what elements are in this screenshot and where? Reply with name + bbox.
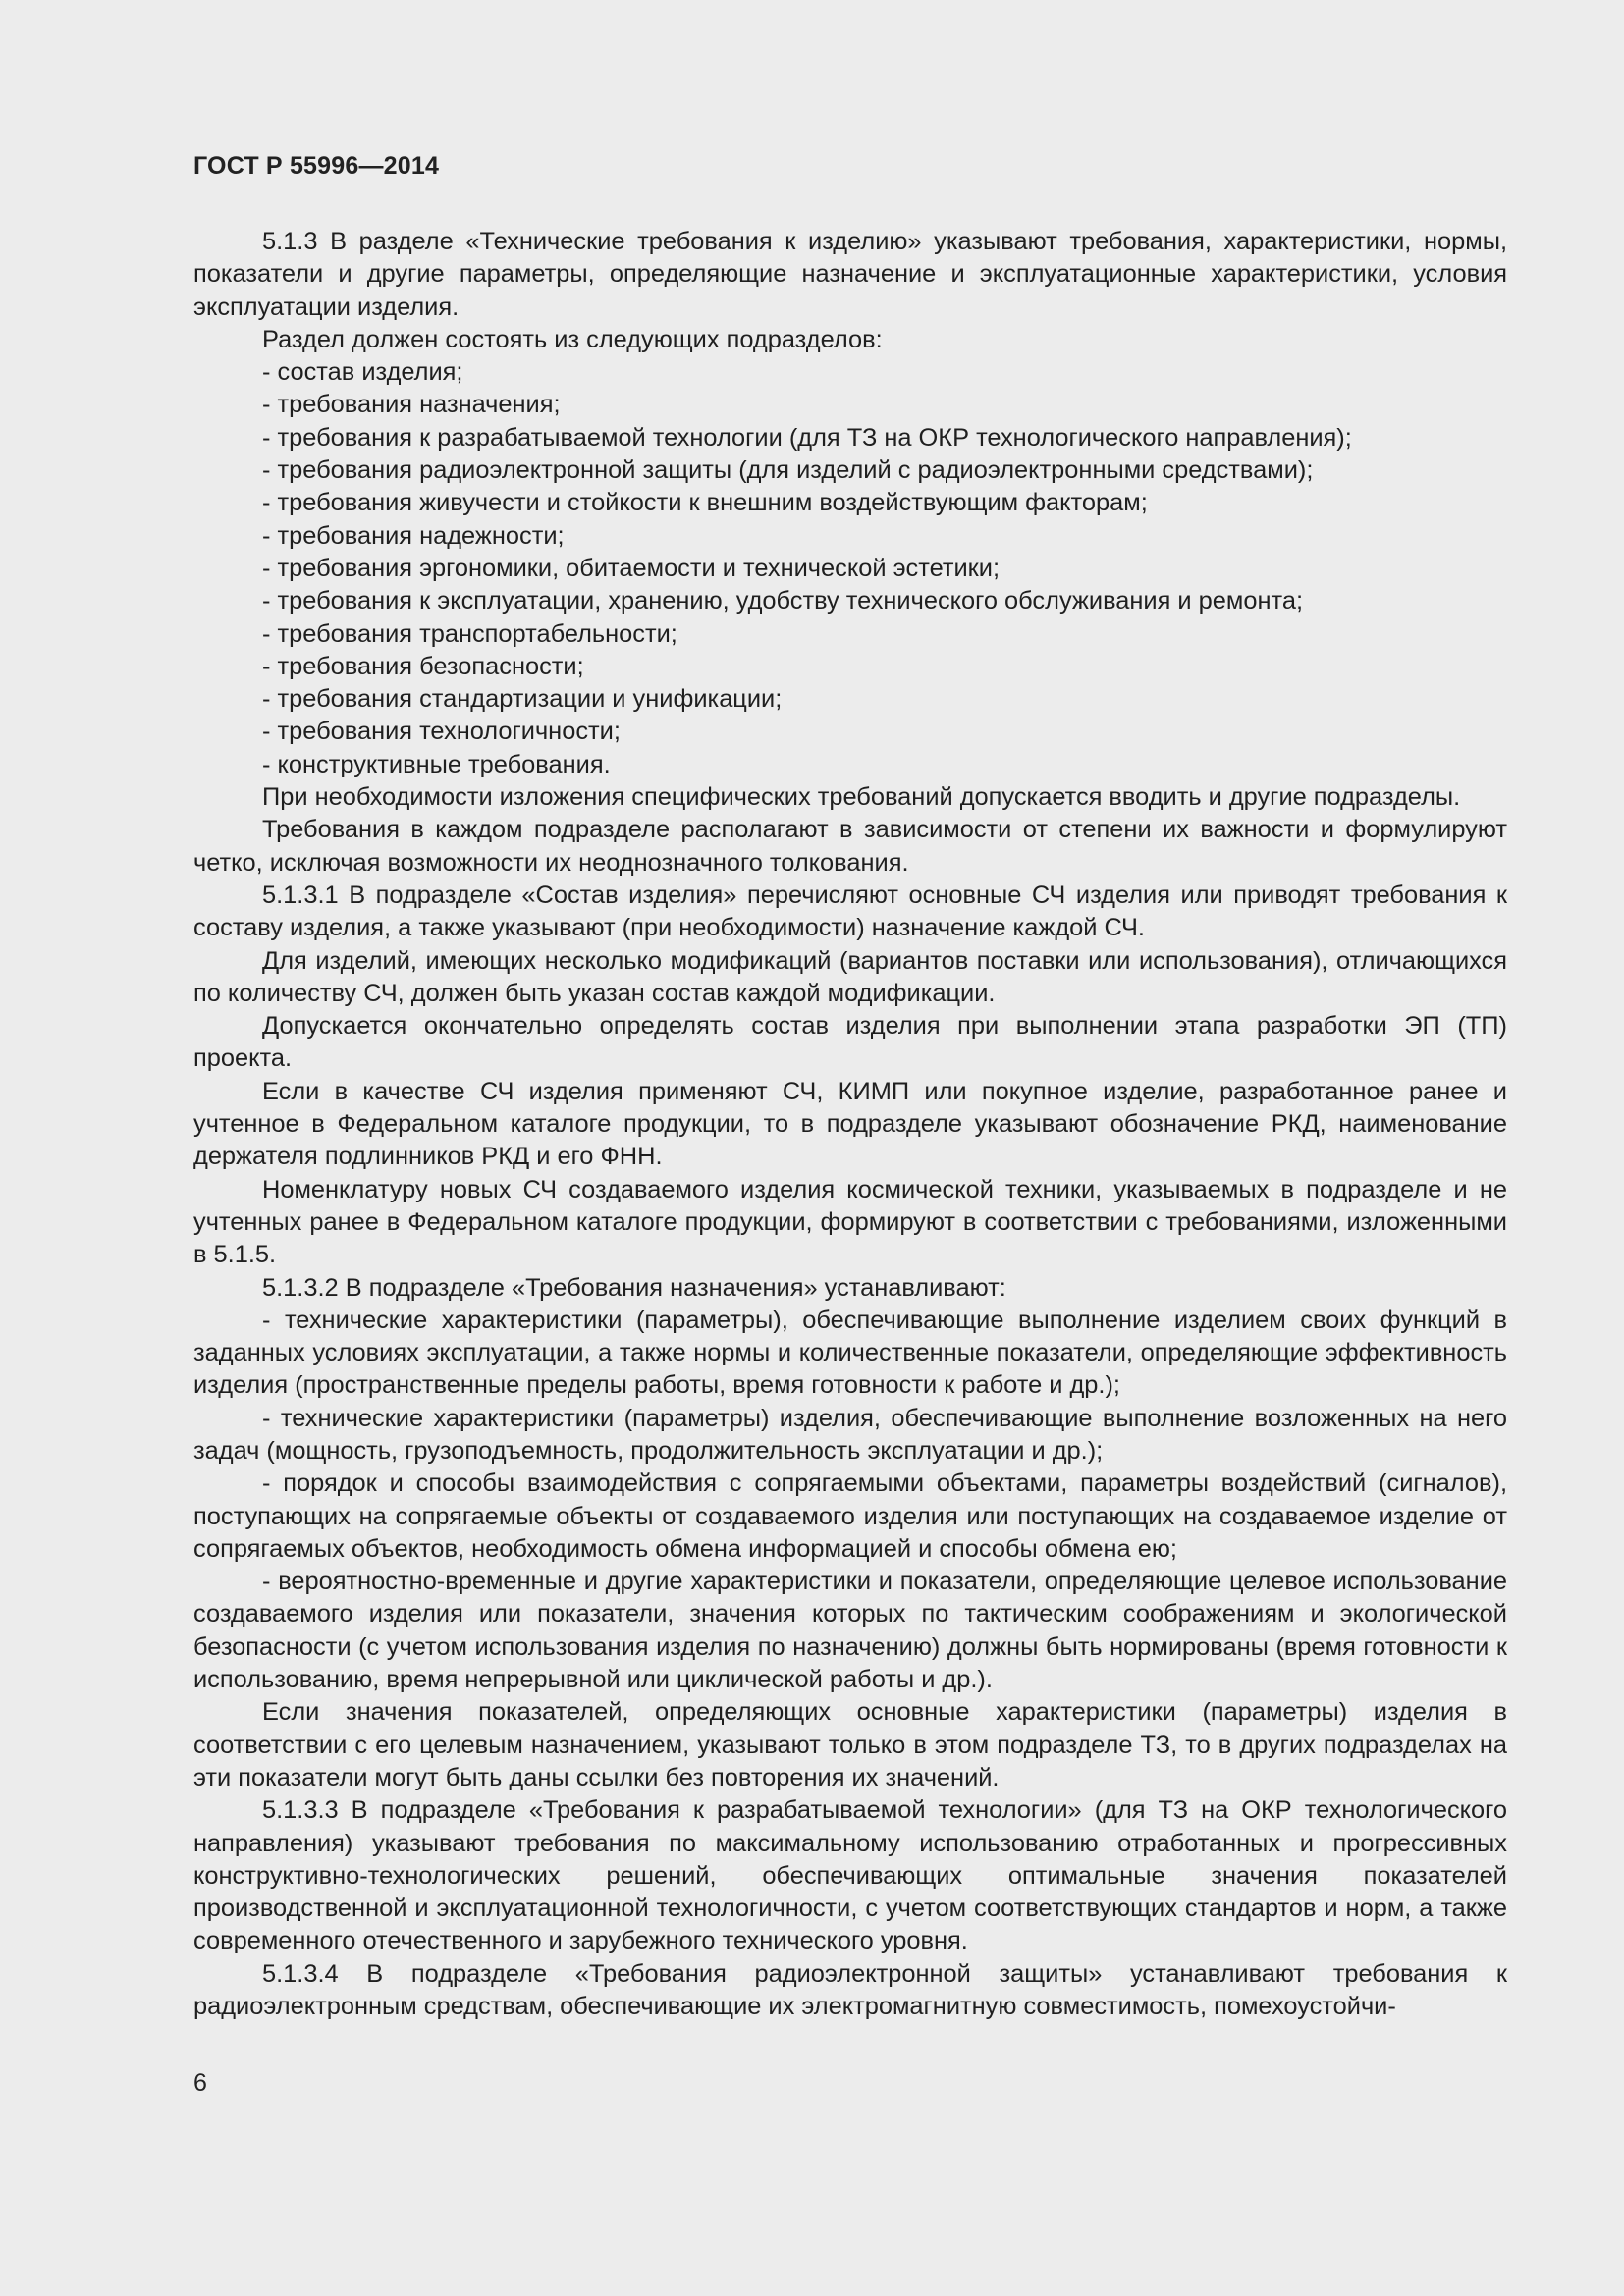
paragraph: Требования в каждом подразделе располагают в зависимости от степени их важности и формулируют четко, исключая возможности их неоднозначного толкования. <box>193 816 1507 877</box>
list-item: - требования назначения; <box>262 391 561 419</box>
paragraph: - вероятностно-временные и другие характеристики и показатели, определяющие целевое использование создаваемого изделия или показатели, значения которых по тактическим соображениям и экологической безопасности (с учетом использования изделия по назначению) должны быть нормированы (время готовности к использованию, время непрерывной или циклической работы и др.). <box>193 1568 1507 1694</box>
document-header: ГОСТ Р 55996—2014 <box>193 152 440 180</box>
paragraph: Номенклатуру новых СЧ создаваемого изделия космической техники, указываемых в подразделе и не учтенных ранее в Федеральном каталоге продукции, формируют в соответствии с требованиями, изложенными в 5.1.5. <box>193 1175 1507 1269</box>
paragraph: 5.1.3.3 В подразделе «Требования к разрабатываемой технологии» (для ТЗ на ОКР технологического направления) указывают требования по максимальному использованию отработанных и прогрессивных конструктивно-технологических решений, обеспечивающих оптимальные значения показателей производственной и эксплуатационной технологичности, с учетом соответствующих стандартов и норм, а также современного отечественного и зарубежного технического уровня. <box>193 1796 1507 1955</box>
list-item: - требования эргономики, обитаемости и технической эстетики; <box>262 554 1001 582</box>
list-item: - требования к эксплуатации, хранению, удобству технического обслуживания и ремонта; <box>262 587 1304 615</box>
paragraph: Если значения показателей, определяющих основные характеристики (параметры) изделия в соответствии с его целевым назначением, указывают только в этом подразделе ТЗ, то в других подразделах на эти показатели могут быть даны ссылки без повторения их значений. <box>193 1698 1507 1791</box>
paragraph: - технические характеристики (параметры), обеспечивающие выполнение изделием своих функций в заданных условиях эксплуатации, а также нормы и количественные показатели, определяющие эффективность изделия (пространственные пределы работы, время готовности к работе и др.); <box>193 1306 1507 1400</box>
document-body <box>193 226 1507 2023</box>
paragraph: Раздел должен состоять из следующих подразделов: <box>262 325 883 353</box>
list-item: - требования стандартизации и унификации; <box>262 685 783 714</box>
list-item: - требования транспортабельности; <box>262 619 677 648</box>
paragraph: Если в качестве СЧ изделия применяют СЧ, КИМП или покупное изделие, разработанное ранее и учтенное в Федеральном каталоге продукции, то в подразделе указывают обозначение РКД, наименование держателя подлинников РКД и его ФНН. <box>193 1077 1507 1171</box>
page-number: 6 <box>193 2069 207 2097</box>
paragraph: 5.1.3 В разделе «Технические требования к изделию» указывают требования, характеристики, нормы, показатели и другие параметры, определяющие назначение и эксплуатационные характеристики, условия эксплуатации изделия. <box>193 228 1507 321</box>
list-item: - требования к разрабатываемой технологии (для ТЗ на ОКР технологического направления); <box>262 423 1352 452</box>
list-item: - требования надежности; <box>262 521 565 550</box>
paragraph: 5.1.3.2 В подразделе «Требования назначения» устанавливают: <box>262 1273 1006 1302</box>
paragraph: При необходимости изложения специфических требований допускается вводить и другие подразделы. <box>262 783 1461 812</box>
list-item: - конструктивные требования. <box>262 750 611 778</box>
list-item: - требования радиоэлектронной защиты (для изделий с радиоэлектронными средствами); <box>262 456 1314 485</box>
paragraph: 5.1.3.4 В подразделе «Требования радиоэлектронной защиты» устанавливают требования к радиоэлектронным средствам, обеспечивающие их электромагнитную совместимость, помехоустойчи- <box>193 1959 1507 2021</box>
paragraph: - порядок и способы взаимодействия с сопрягаемыми объектами, параметры воздействий (сигналов), поступающих на сопрягаемые объекты от создаваемого изделия или поступающих на создаваемое изделие от сопрягаемых объектов, необходимость обмена информацией и способы обмена ею; <box>193 1469 1507 1563</box>
paragraph: - технические характеристики (параметры) изделия, обеспечивающие выполнение возложенных на него задач (мощность, грузоподъемность, продолжительность эксплуатации и др.); <box>193 1404 1507 1465</box>
list-item: - требования безопасности; <box>262 652 584 680</box>
list-item: - требования технологичности; <box>262 718 621 746</box>
paragraph: Для изделий, имеющих несколько модификаций (вариантов поставки или использования), отличающихся по количеству СЧ, должен быть указан состав каждой модификации. <box>193 946 1507 1007</box>
list-item: - состав изделия; <box>262 358 463 387</box>
paragraph: Допускается окончательно определять состав изделия при выполнении этапа разработки ЭП (ТП) проекта. <box>193 1012 1507 1073</box>
paragraph: 5.1.3.1 В подразделе «Состав изделия» перечисляют основные СЧ изделия или приводят требования к составу изделия, а также указывают (при необходимости) назначение каждой СЧ. <box>193 881 1507 942</box>
list-item: - требования живучести и стойкости к внешним воздействующим факторам; <box>262 489 1148 517</box>
